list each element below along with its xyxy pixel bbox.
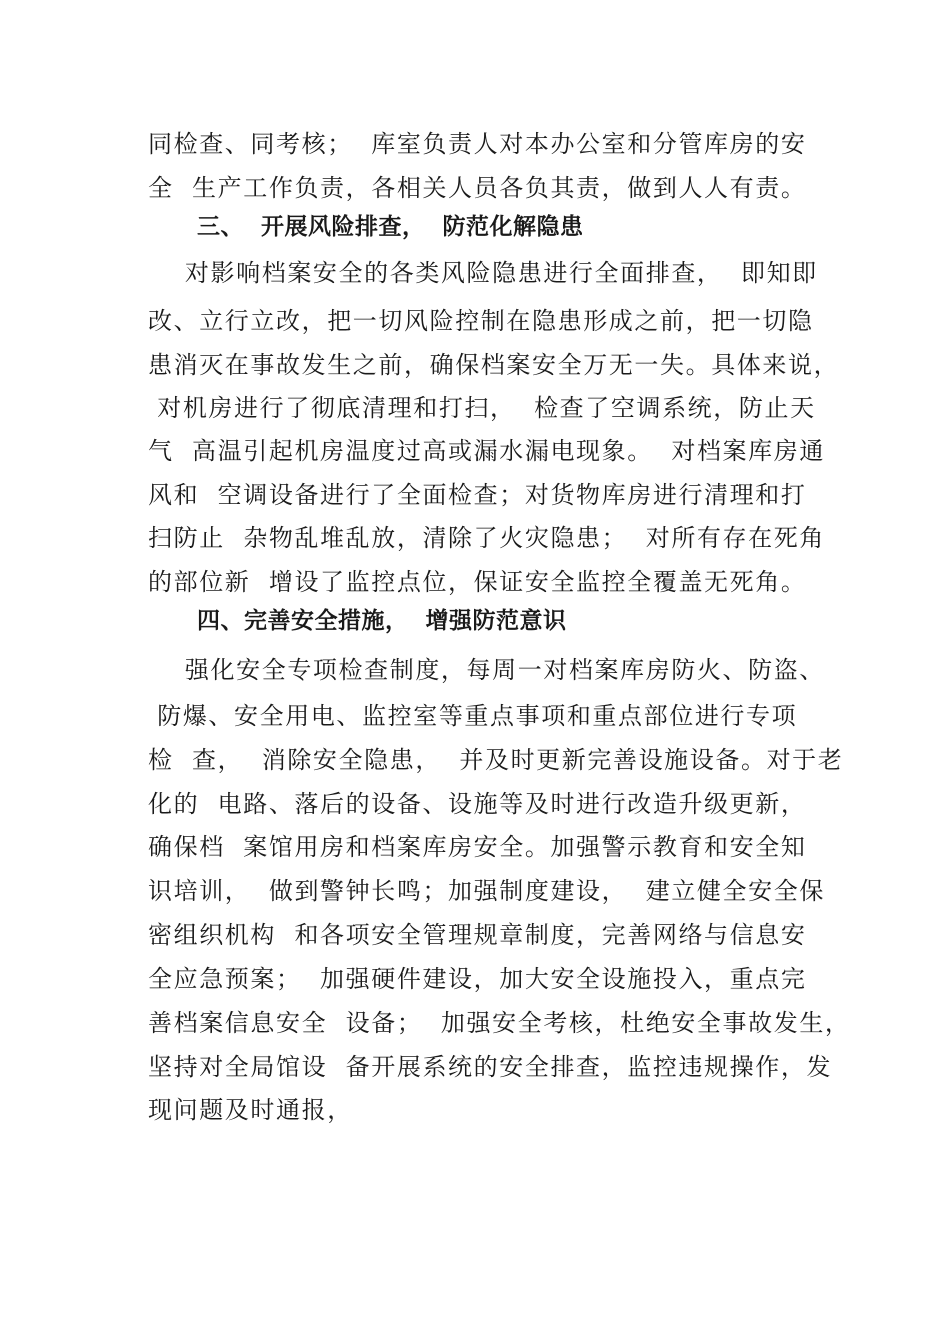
paragraph-line: 善档案信息安全 设备； 加强安全考核，杜绝安全事故发生， [148, 1009, 851, 1037]
section-heading: 三、 开展风险排查， 防范化解隐患 [197, 214, 584, 240]
paragraph-line: 密组织机构 和各项安全管理规章制度，完善网络与信息安 [148, 921, 807, 949]
paragraph-line: 同检查、同考核； 库室负责人对本办公室和分管库房的安 [148, 130, 807, 158]
paragraph-line: 全 生产工作负责，各相关人员各负其责，做到人人有责。 [148, 174, 807, 202]
paragraph-line: 对影响档案安全的各类风险隐患进行全面排查， 即知即 [148, 259, 818, 287]
paragraph-line: 全应急预案； 加强硬件建设，加大安全设施投入，重点完 [148, 965, 807, 993]
paragraph-line: 检 查， 消除安全隐患， 并及时更新完善设施设备。对于老 [148, 746, 844, 774]
paragraph-line: 识培训， 做到警钟长鸣；加强制度建设， 建立健全安全保 [148, 877, 825, 905]
paragraph-line: 确保档 案馆用房和档案库房安全。加强警示教育和安全知 [148, 833, 807, 861]
paragraph-line: 坚持对全局馆设 备开展系统的安全排查，监控违规操作，发 [148, 1053, 833, 1081]
paragraph-line: 现问题及时通报， [148, 1096, 353, 1124]
paragraph-line: 的部位新 增设了监控点位，保证安全监控全覆盖无死角。 [148, 568, 807, 596]
section-heading: 四、完善安全措施， 增强防范意识 [197, 608, 567, 634]
paragraph-line: 强化安全专项检查制度，每周一对档案库房防火、防盗、 [148, 656, 825, 684]
paragraph-line: 防爆、安全用电、监控室等重点事项和重点部位进行专项 [148, 702, 798, 730]
paragraph-line: 化的 电路、落后的设备、设施等及时进行改造升级更新， [148, 790, 807, 818]
paragraph-line: 对机房进行了彻底清理和打扫， 检查了空调系统，防止天 [148, 394, 816, 422]
paragraph-line: 气 高温引起机房温度过高或漏水漏电现象。 对档案库房通 [148, 437, 825, 465]
paragraph-line: 风和 空调设备进行了全面检查；对货物库房进行清理和打 [148, 481, 807, 509]
paragraph-line: 扫防止 杂物乱堆乱放，清除了火灾隐患； 对所有存在死角 [148, 524, 825, 552]
paragraph-line: 改、立行立改，把一切风险控制在隐患形成之前，把一切隐 [148, 307, 814, 335]
paragraph-line: 患消灭在事故发生之前，确保档案安全万无一失。具体来说， [148, 351, 840, 379]
